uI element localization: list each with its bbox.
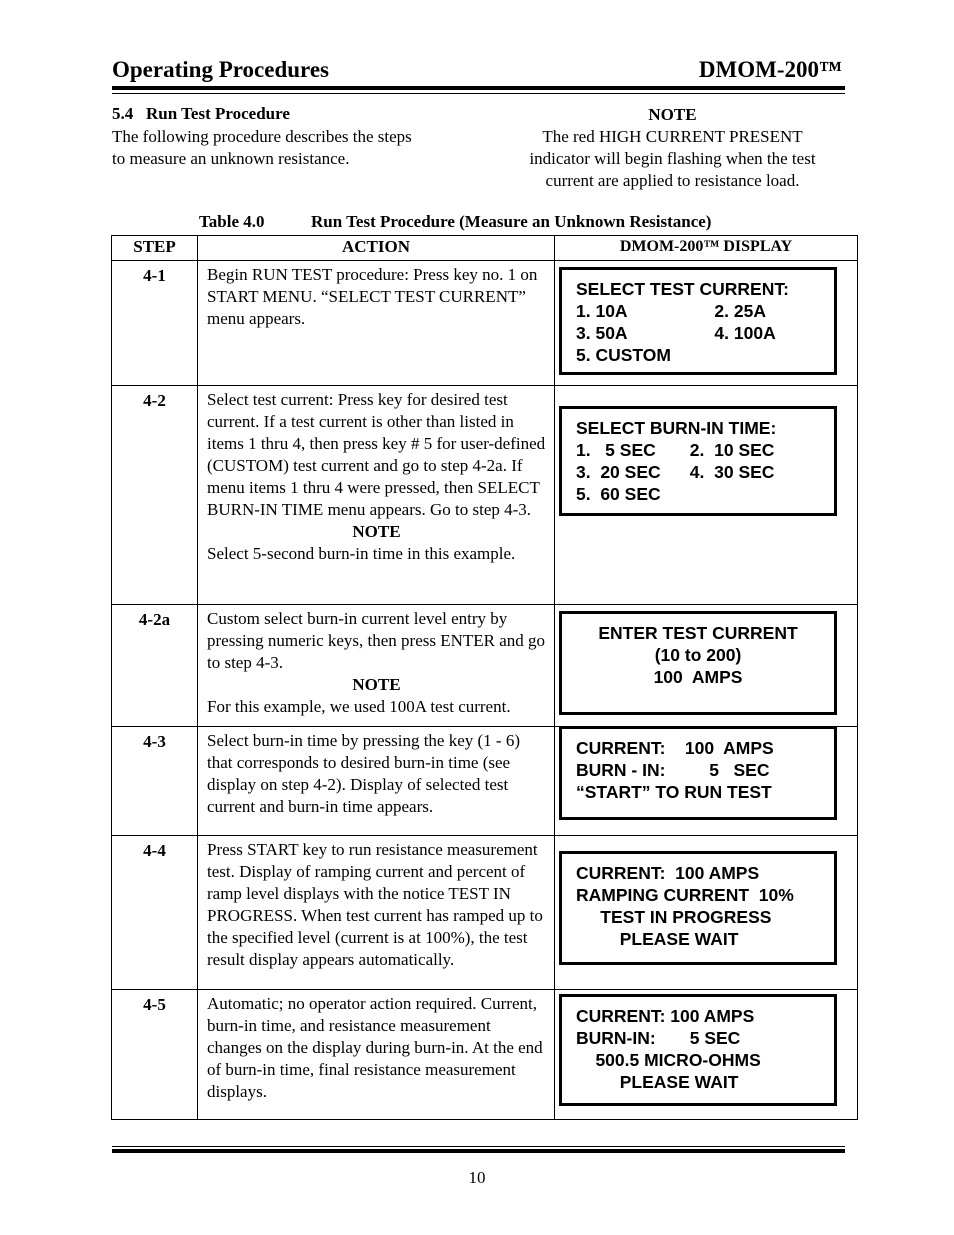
table-header-row bbox=[112, 236, 858, 261]
page-header-product: DMOM-200™ bbox=[698, 57, 842, 82]
lcd-display bbox=[559, 994, 837, 1106]
lcd-line: BURN - IN: 5 SEC bbox=[576, 760, 770, 780]
table-row bbox=[112, 386, 858, 605]
lcd-line: 5. 60 SEC bbox=[576, 484, 661, 504]
footer-rule-thin bbox=[112, 1146, 845, 1147]
header-rule-thin bbox=[112, 93, 845, 94]
display-cell bbox=[555, 836, 858, 990]
lcd-display bbox=[559, 267, 837, 375]
table-row bbox=[112, 836, 858, 990]
step-action bbox=[198, 990, 555, 1120]
section-heading: 5.4 Run Test Procedure bbox=[112, 104, 290, 123]
table-row bbox=[112, 990, 858, 1120]
lcd-line: SELECT BURN-IN TIME: bbox=[576, 418, 777, 438]
display-cell bbox=[555, 605, 858, 727]
lcd-line: “START” TO RUN TEST bbox=[576, 782, 772, 802]
step-action bbox=[198, 836, 555, 990]
inline-note-title: NOTE bbox=[352, 522, 401, 541]
table-caption bbox=[199, 212, 711, 232]
step-action bbox=[198, 727, 555, 836]
lcd-display bbox=[559, 611, 837, 715]
lcd-line: 5. CUSTOM bbox=[576, 345, 671, 365]
lcd-display bbox=[559, 406, 837, 516]
table-row bbox=[112, 605, 858, 727]
table-row bbox=[112, 261, 858, 386]
lcd-line: 3. 20 SEC 4. 30 SEC bbox=[576, 462, 775, 482]
lcd-line: SELECT TEST CURRENT: bbox=[576, 279, 789, 299]
step-action bbox=[198, 386, 555, 605]
action-text: Select test current: Press key for desired test current. If a test current is other than listed in items 1 thru 4, then press key # 5 for user-defined (CUSTOM) test current and go to step 4-2a. If menu items 1 thru 4 were pressed, then SELECT BURN-IN TIME menu appears. Go to step 4-3. bbox=[207, 390, 546, 519]
step-number: 4-2 bbox=[112, 386, 198, 605]
display-cell bbox=[555, 261, 858, 386]
column-header-display: DMOM-200™ DISPLAY bbox=[555, 236, 858, 261]
column-header-step: STEP bbox=[112, 236, 198, 261]
lcd-line: CURRENT: 100 AMPS bbox=[576, 863, 760, 883]
table-caption-title: Run Test Procedure (Measure an Unknown Resistance) bbox=[311, 212, 712, 231]
header-rule-thick bbox=[112, 86, 845, 90]
step-action bbox=[198, 605, 555, 727]
lcd-line: PLEASE WAIT bbox=[576, 929, 739, 949]
table-row bbox=[112, 727, 858, 836]
lcd-line: BURN-IN: 5 SEC bbox=[576, 1028, 741, 1048]
note-line: The red HIGH CURRENT PRESENT bbox=[542, 127, 803, 146]
lcd-line: 500.5 MICRO-OHMS bbox=[576, 1050, 761, 1070]
lcd-line: 1. 10A 2. 25A bbox=[576, 301, 766, 321]
inline-note-text: Select 5-second burn-in time in this example. bbox=[207, 544, 516, 563]
lcd-display bbox=[559, 726, 837, 820]
lcd-line: PLEASE WAIT bbox=[576, 1072, 739, 1092]
action-text: Press START key to run resistance measurement test. Display of ramping current and percent of ramp level displays with the notice TEST IN PROGRESS. When test current has ramped up to the specified level (current is at 100%), the test result display appears automatically. bbox=[207, 840, 543, 969]
footer-rule-thick bbox=[112, 1149, 845, 1153]
column-header-action: ACTION bbox=[198, 236, 555, 261]
display-cell bbox=[555, 386, 858, 605]
inline-note-title: NOTE bbox=[352, 675, 401, 694]
lcd-line: ENTER TEST CURRENT bbox=[598, 623, 798, 643]
lcd-line: TEST IN PROGRESS bbox=[576, 907, 772, 927]
note-line: indicator will begin flashing when the test bbox=[529, 149, 816, 168]
step-number: 4-4 bbox=[112, 836, 198, 990]
inline-note-text: For this example, we used 100A test current. bbox=[207, 697, 511, 716]
display-cell bbox=[555, 727, 858, 836]
action-text: Begin RUN TEST procedure: Press key no. 1 on START MENU. “SELECT TEST CURRENT” menu appears. bbox=[207, 265, 538, 328]
action-text: Automatic; no operator action required. Current, burn-in time, and resistance measurement changes on the display during burn-in. At the end of burn-in time, final resistance measurement displays. bbox=[207, 994, 543, 1101]
lcd-line: RAMPING CURRENT 10% bbox=[576, 885, 794, 905]
note-title: NOTE bbox=[648, 105, 697, 124]
lcd-line: 100 AMPS bbox=[653, 667, 743, 687]
step-action bbox=[198, 261, 555, 386]
page-header-title: Operating Procedures bbox=[112, 57, 329, 82]
lcd-line: 1. 5 SEC 2. 10 SEC bbox=[576, 440, 775, 460]
step-number: 4-2a bbox=[112, 605, 198, 727]
section-intro bbox=[112, 126, 472, 170]
lcd-line: 3. 50A 4. 100A bbox=[576, 323, 776, 343]
step-number: 4-1 bbox=[112, 261, 198, 386]
note-line: current are applied to resistance load. bbox=[545, 171, 800, 190]
lcd-line: CURRENT: 100 AMPS bbox=[576, 738, 774, 758]
procedure-table bbox=[111, 235, 858, 1120]
display-cell bbox=[555, 990, 858, 1120]
page-number: 10 bbox=[468, 1168, 486, 1187]
action-text: Custom select burn-in current level entry by pressing numeric keys, then press ENTER and go to step 4-3. bbox=[207, 609, 546, 672]
table-caption-number: Table 4.0 bbox=[199, 212, 265, 231]
lcd-display bbox=[559, 851, 837, 965]
intro-line: The following procedure describes the steps bbox=[112, 127, 412, 146]
action-text: Select burn-in time by pressing the key (1 - 6) that corresponds to desired burn-in time (see display on step 4-2). Display of selected test current and burn-in time appears. bbox=[207, 731, 521, 816]
lcd-line: CURRENT: 100 AMPS bbox=[576, 1006, 755, 1026]
step-number: 4-5 bbox=[112, 990, 198, 1120]
lcd-line: (10 to 200) bbox=[654, 645, 742, 665]
intro-line: to measure an unknown resistance. bbox=[112, 149, 350, 168]
step-number: 4-3 bbox=[112, 727, 198, 836]
note-block bbox=[505, 104, 840, 192]
